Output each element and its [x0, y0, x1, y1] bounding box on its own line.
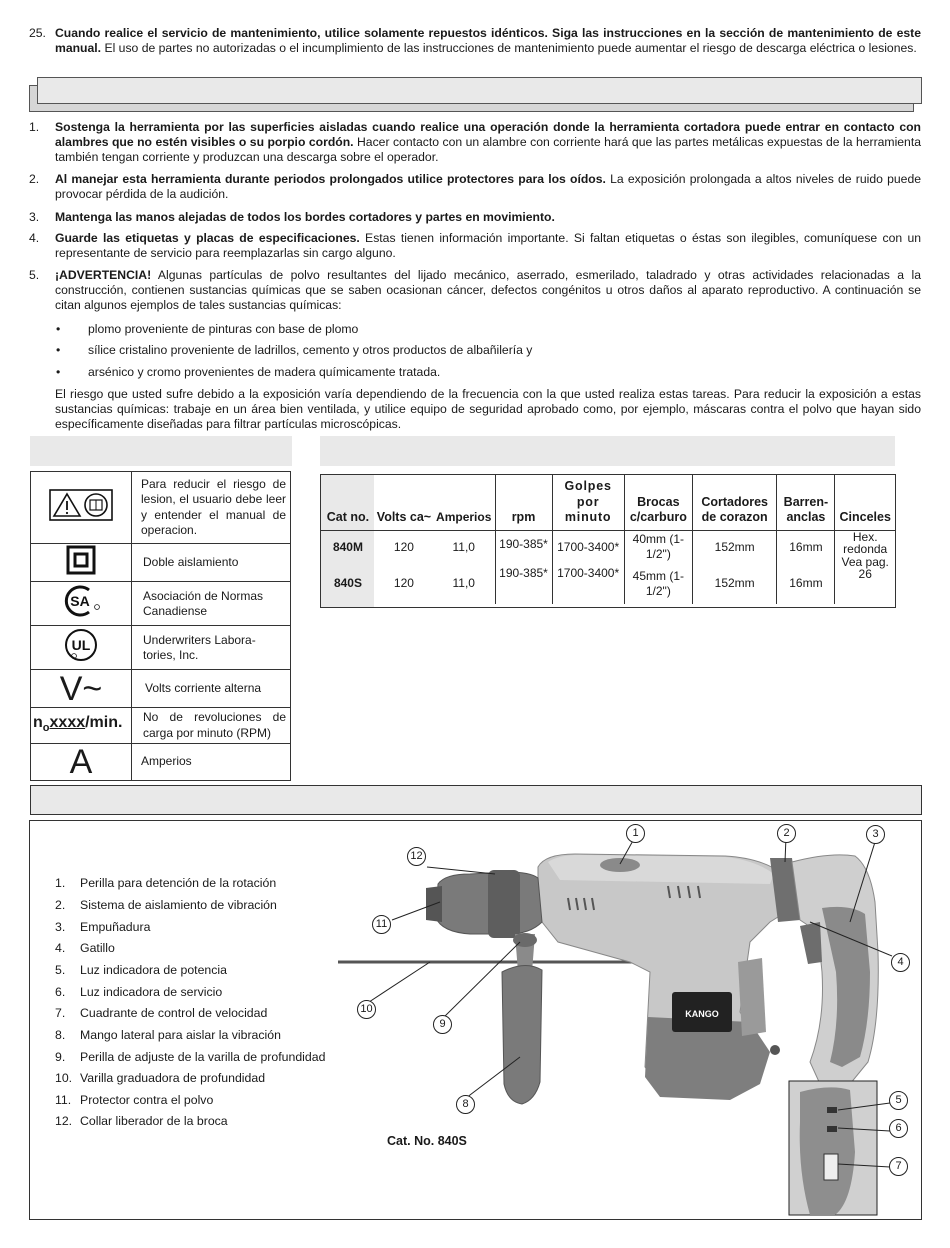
spec-header: Brocas c/carburo	[624, 475, 692, 530]
specifications-banner	[320, 436, 895, 466]
part-list-item	[55, 941, 115, 956]
rpm-x: xxxx	[49, 713, 86, 731]
part-label: Luz indicadora de potencia	[80, 963, 227, 977]
spec-row-840s	[321, 564, 895, 604]
spec-amps: 11,0	[452, 539, 475, 554]
rule-2-number: 2.	[29, 172, 40, 186]
brand-logo: KANGO	[685, 1009, 719, 1019]
part-number: 1.	[55, 876, 66, 890]
svg-text:UL: UL	[71, 637, 91, 654]
rpm-min: /min.	[85, 713, 123, 731]
bullet-item: plomo proveniente de pinturas con base de plomo	[88, 322, 359, 336]
item-25-number: 25.	[29, 26, 46, 40]
part-list-item	[55, 1050, 325, 1065]
symbol-cell	[31, 472, 132, 544]
part-number: 11.	[55, 1093, 72, 1107]
part-number: 5.	[55, 963, 66, 977]
symbol-desc: Asociación de Normas Canadiense	[132, 582, 291, 626]
callout-12: 12	[407, 847, 426, 866]
spec-bpm: 1700-3400*	[552, 530, 624, 564]
rule-3-text	[55, 210, 921, 225]
part-number: 12.	[55, 1114, 73, 1128]
spec-volts: 120	[393, 576, 414, 591]
part-list-item	[55, 1093, 213, 1108]
part-label: Sistema de aislamiento de vibración	[80, 898, 277, 912]
callout-6: 6	[889, 1119, 908, 1138]
figure-caption: Cat. No. 840S	[387, 1134, 467, 1148]
callout-7: 7	[889, 1157, 908, 1176]
rule-5-bold: ¡ADVERTENCIA!	[55, 268, 152, 282]
part-number: 7.	[55, 1006, 66, 1020]
rule-5-rest: Algunas partículas de polvo resultantes del lijado mecánico, aserrado, esmerilado, taladrado y otras actividades relacionadas a la construcción, contienen sustancias químicas que se saben ocasionan cáncer, defectos congénitos u otros daños al aparato reproductivo. A continuación se citan algunos ejemplos de tales sustancias químicas:	[55, 268, 921, 313]
rpm-n: n	[33, 713, 43, 731]
spec-row-840m	[321, 530, 895, 564]
rule-4-bold: Guarde las etiquetas y placas de especificaciones.	[55, 231, 360, 245]
cord-strain-relief	[770, 1045, 780, 1055]
symbology-banner	[30, 436, 292, 466]
part-label: Cuadrante de control de velocidad	[80, 1006, 268, 1020]
rotation-stop-knob	[600, 858, 640, 872]
spec-header: Amperios	[436, 510, 492, 524]
item-25-bold: Cuando realice el servicio de mantenimiento, utilice solamente repuestos idénticos. Siga las instrucciones en la sección de mantenimiento de este manual.	[55, 26, 921, 56]
symbol-desc: No de revoluciones de carga por minuto (RPM)	[132, 708, 291, 744]
rule-2-text	[55, 172, 921, 202]
bullet-item: sílice cristalino proveniente de ladrillos, cemento y otros productos de albañilería y	[88, 343, 533, 357]
rule-2-rest: La exposición prolongada a altos niveles de ruido puede provocar pérdida de la audición.	[55, 172, 921, 202]
spec-amps: 11,0	[452, 576, 475, 591]
spec-header: Cortadores de corazon	[692, 475, 776, 530]
part-label: Varilla graduadora de profundidad	[80, 1071, 266, 1085]
inset-power-light	[827, 1107, 837, 1113]
svg-text:SA: SA	[70, 593, 90, 610]
part-number: 2.	[55, 898, 66, 912]
control-panel	[738, 958, 766, 1036]
callout-11: 11	[372, 915, 391, 934]
part-label: Gatillo	[80, 941, 115, 955]
spec-anchor: 16mm	[777, 564, 835, 604]
part-list-item	[55, 1114, 228, 1129]
csa-icon	[61, 583, 101, 619]
symbols-table	[30, 471, 291, 781]
rule-1-rest: Hacer contacto con un alambre con corriente hará que las partes metálicas expuestas de la herramienta también tengan corriente y produzcan una descarga sobre el operador.	[55, 135, 922, 165]
part-label: Luz indicadora de servicio	[80, 985, 223, 999]
rule-3-number: 3.	[29, 210, 40, 224]
callout-2: 2	[777, 824, 796, 843]
bullet-dot: •	[56, 322, 61, 336]
spec-core: 152mm	[692, 564, 776, 604]
symbol-desc: Amperios	[132, 744, 291, 781]
symbol-cell	[31, 626, 132, 670]
bullet-dot: •	[56, 365, 61, 379]
callout-1: 1	[626, 824, 645, 843]
part-number: 9.	[55, 1050, 66, 1064]
part-list-item	[55, 985, 222, 1000]
spec-bpm: 1700-3400*	[552, 564, 624, 604]
inset-service-light	[827, 1126, 837, 1132]
ul-icon	[63, 627, 99, 663]
part-number: 6.	[55, 985, 66, 999]
rpm-o: o	[42, 721, 50, 734]
rule-5-number: 5.	[29, 268, 40, 282]
spec-header: Cinceles	[835, 475, 895, 530]
part-number: 10.	[55, 1071, 73, 1085]
spec-header: rpm	[495, 475, 552, 530]
rule-1-number: 1.	[29, 120, 40, 134]
side-handle	[502, 965, 542, 1104]
part-label: Perilla de adjuste de la varilla de profundidad	[80, 1050, 326, 1064]
part-label: Collar liberador de la broca	[80, 1114, 228, 1128]
amperes-icon: A	[31, 744, 132, 781]
rule-1-text	[55, 120, 921, 166]
bullet-dot: •	[56, 343, 61, 357]
callout-3: 3	[866, 825, 885, 844]
functional-description-banner	[30, 785, 922, 815]
rotary-hammer-illustration	[330, 822, 920, 1218]
symbol-desc: Doble aislamiento	[132, 544, 291, 582]
spec-bits: 40mm (1-1/2")	[624, 530, 692, 564]
part-label: Perilla para detención de la rotación	[80, 876, 277, 890]
part-list-item	[55, 1006, 267, 1021]
spec-core: 152mm	[692, 530, 776, 564]
spec-header: Volts ca~	[376, 510, 432, 524]
callout-5: 5	[889, 1091, 908, 1110]
spec-cat: 840S	[333, 576, 362, 591]
callout-4: 4	[891, 953, 910, 972]
symbol-desc: Para reducir el riesgo de lesion, el usuario debe leer y entender el manual de operacion.	[132, 472, 291, 544]
spec-cat: 840M	[332, 539, 363, 554]
inset-speed-dial	[824, 1154, 838, 1180]
spec-anchor: 16mm	[777, 530, 835, 564]
symbol-cell	[31, 582, 132, 626]
item-25-rest: El uso de partes no autorizadas o el incumplimiento de las instrucciones de mantenimiento puede aumentar el riesgo de descarga eléctrica o lesiones.	[101, 41, 917, 56]
symbol-desc: Volts corriente alterna	[132, 670, 291, 708]
spec-rpm: 190-385*	[495, 530, 552, 564]
callout-9: 9	[433, 1015, 452, 1034]
volts-ac-icon: V~	[31, 670, 132, 708]
double-insulation-icon	[66, 545, 96, 575]
spec-header: Golpes por minuto	[552, 475, 624, 530]
callout-8: 8	[456, 1095, 475, 1114]
part-number: 4.	[55, 941, 66, 955]
part-list-item	[55, 920, 150, 935]
part-list-item	[55, 898, 277, 913]
chuck-collar	[488, 870, 520, 938]
rule-5-text	[55, 268, 921, 314]
no-load-rpm-icon	[31, 708, 132, 744]
item-25-text	[55, 26, 921, 56]
part-label: Protector contra el polvo	[80, 1093, 214, 1107]
spec-chisels: Hex. redonda Vea pag. 26	[835, 530, 895, 604]
spec-table	[321, 475, 895, 604]
spec-bits: 45mm (1-1/2")	[624, 564, 692, 604]
rule-3-bold: Mantenga las manos alejadas de todos los bordes cortadores y partes en movimiento.	[55, 210, 555, 224]
manual-warning-icon	[49, 489, 113, 521]
part-list-item	[55, 1071, 265, 1086]
spec-header: Cat no.	[326, 510, 370, 524]
symbol-cell	[31, 544, 132, 582]
symbol-desc: Underwriters Labora-tories, Inc.	[132, 626, 291, 670]
part-number: 8.	[55, 1028, 66, 1042]
rule-4-text	[55, 231, 921, 261]
callout-10: 10	[357, 1000, 376, 1019]
bullet-item: arsénico y cromo provenientes de madera químicamente tratada.	[88, 365, 441, 379]
rule-2-bold: Al manejar esta herramienta durante periodos prolongados utilice protectores para los oídos.	[55, 172, 606, 186]
rule-4-rest: Estas tienen información importante. Si faltan etiquetas o éstas son ilegibles, comuníquese con un representante de servicio para reemplazarlas sin cargo alguno.	[55, 231, 921, 261]
part-list-item	[55, 1028, 281, 1043]
safety-rules-banner	[37, 77, 922, 104]
part-list-item	[55, 876, 276, 891]
spec-header: Barren-anclas	[777, 475, 835, 530]
spec-volts: 120	[393, 539, 414, 554]
rule-4-number: 4.	[29, 231, 40, 245]
spec-rpm: 190-385*	[495, 564, 552, 604]
part-list-item	[55, 963, 227, 978]
part-number: 3.	[55, 920, 66, 934]
inset-detail-panel	[800, 1087, 855, 1215]
part-label: Mango lateral para aislar la vibración	[80, 1028, 281, 1042]
exposure-text: El riesgo que usted sufre debido a la exposición varía dependiendo de la frecuencia con la que usted realiza estas tareas. Para reducir la exposición a estas sustancias químicas: trabaje en un área bien ventilada, y utilice equipo de seguridad aprobado como, por ejemplo, máscaras contra el polvo que hayan sido específicamente diseñadas para filtrar partículas microscópicas.	[55, 387, 921, 432]
part-label: Empuñadura	[80, 920, 151, 934]
rule-1-bold: Sostenga la herramienta por las superficies aisladas cuando realice una operación donde la herramienta cortadora puede entrar en contacto con alambres que no estén visibles o su porpio cordón.	[55, 120, 921, 150]
trigger	[800, 922, 822, 964]
